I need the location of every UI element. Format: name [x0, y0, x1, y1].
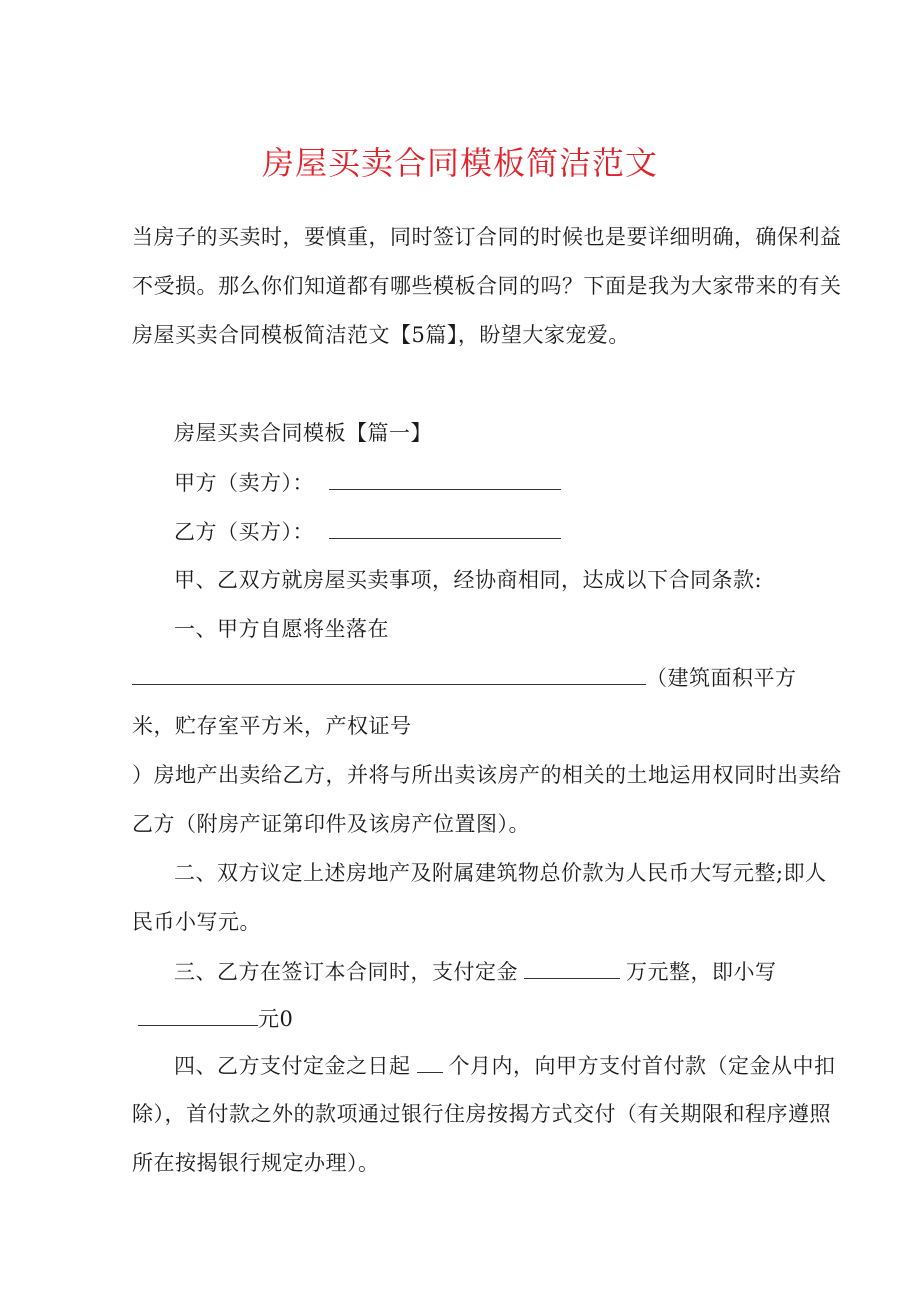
- clause4-line-3: 所在按揭银行规定办理）。: [132, 1151, 380, 1175]
- clause2-line-2: 民币小写元。: [132, 910, 261, 934]
- intro-line-1: 当房子的买卖时，要慎重，同时签订合同的时候也是要详细明确，确保利益: [132, 225, 842, 249]
- clause3-line-2-text: 元0: [258, 1007, 294, 1031]
- section-heading: 房屋买卖合同模板【篇一】: [174, 421, 432, 445]
- clause1-line-5: 乙方（附房产证第印件及该房产位置图）。: [132, 812, 530, 836]
- clause1-line-1: 一、甲方自愿将坐落在: [174, 617, 389, 641]
- clause4-text-b: 个月内，向甲方支付首付款（定金从中扣: [448, 1054, 836, 1078]
- deposit-blank: [524, 956, 620, 979]
- intro-line-2: 不受损。那么你们知道都有哪些模板合同的吗？下面是我为大家带来的有关: [132, 274, 842, 298]
- party-a-blank: [329, 467, 561, 490]
- clause4-line-1: [174, 1050, 836, 1081]
- clause1-line-2-text: （建筑面积平方: [646, 666, 797, 690]
- deposit-amount-blank: [138, 1003, 258, 1026]
- document-title: 房屋买卖合同模板简洁范文: [261, 144, 658, 182]
- location-blank: [132, 662, 646, 685]
- clause3-text-b: 万元整，即小写: [626, 960, 777, 984]
- months-blank: [417, 1050, 443, 1073]
- party-a-label: 甲方（卖方）：: [174, 471, 314, 495]
- clause4-line-2: 除），首付款之外的款项通过银行住房按揭方式交付（有关期限和程序遵照: [132, 1102, 831, 1126]
- clause3-text-a: 三、乙方在签订本合同时，支付定金: [174, 960, 518, 984]
- clause1-line-4: ）房地产出卖给乙方，并将与所出卖该房产的相关的土地运用权同时出卖给: [132, 763, 842, 787]
- clause2-line-1: 二、双方议定上述房地产及附属建筑物总价款为人民币大写元整;即人: [174, 861, 827, 885]
- party-a-row: [174, 467, 561, 498]
- clause3-line-1: [174, 956, 777, 987]
- clause4-text-a: 四、乙方支付定金之日起: [174, 1054, 411, 1078]
- party-b-blank: [329, 516, 561, 539]
- intro-line-3: 房屋买卖合同模板简洁范文【5篇】，盼望大家宠爱。: [132, 323, 630, 347]
- agreement-intro: 甲、乙双方就房屋买卖事项，经协商相同，达成以下合同条款:: [174, 568, 763, 592]
- clause1-line-2: [132, 662, 797, 693]
- party-b-label: 乙方（买方）：: [174, 520, 314, 544]
- clause3-line-2: [138, 1003, 293, 1034]
- clause1-line-3: 米，贮存室平方米，产权证号: [132, 714, 412, 738]
- party-b-row: [174, 516, 561, 547]
